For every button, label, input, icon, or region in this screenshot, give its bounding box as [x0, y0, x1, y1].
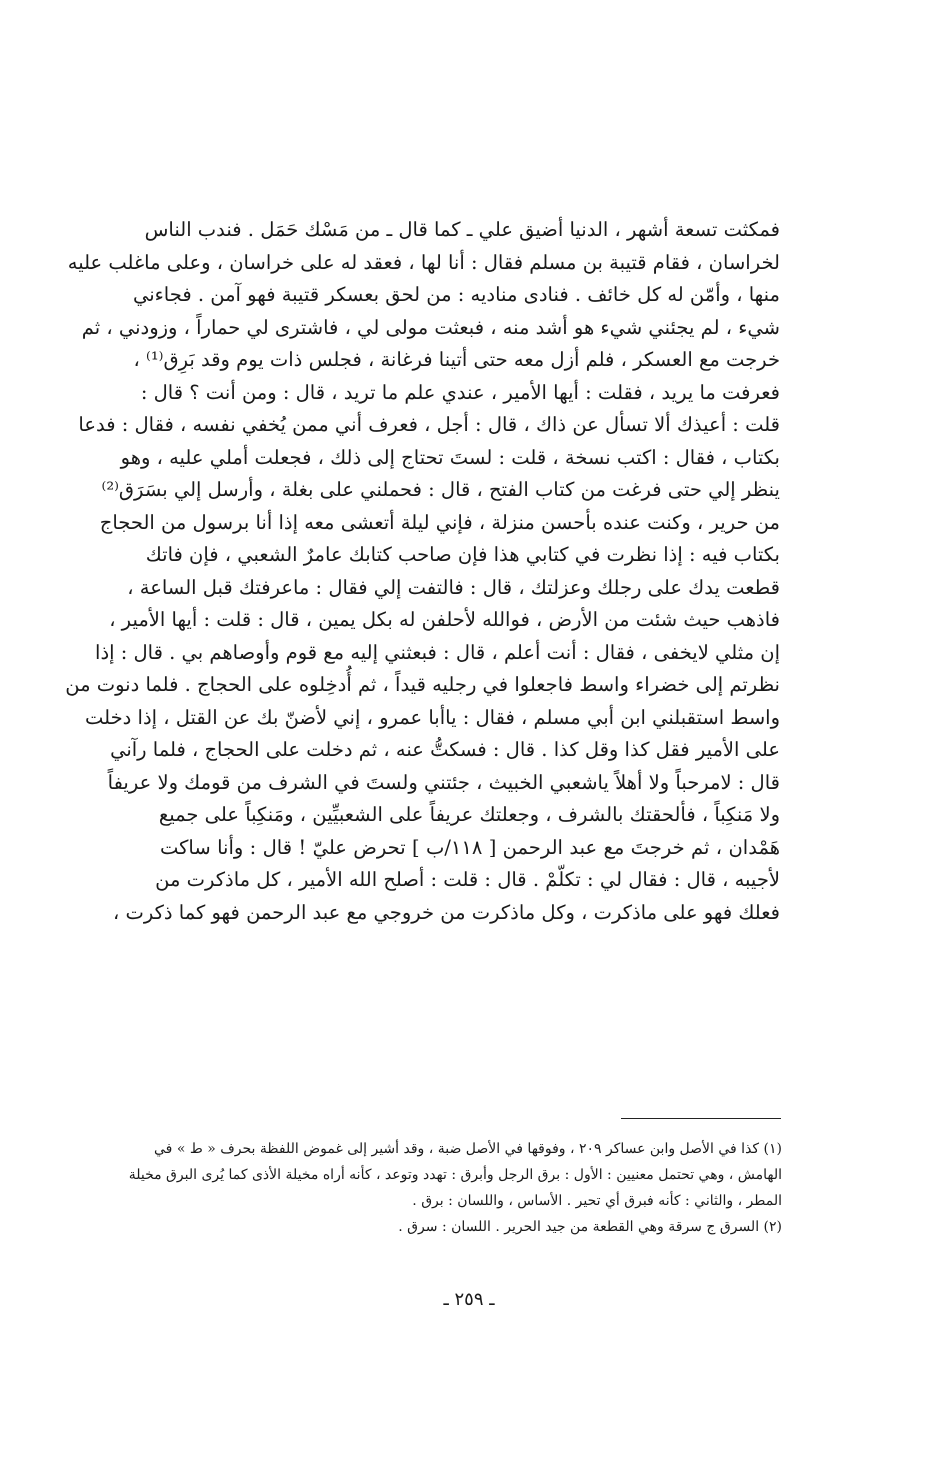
text-line-22: فعلك فهو على ماذكرت ، وكل ماذكرت من خروجي مع عبد الرحمن فهو كما ذكرت ، — [113, 900, 780, 924]
footnote-line-1: (١) كذا في الأصل وابن عساكر ٢٠٩ ، وفوقها في الأصل ضبة ، وقد أشير إلى غموض اللفظة بحرف « ط » في — [154, 1141, 782, 1157]
text-line-15: نظرتم إلى خضراء واسط فاجعلوا في رجليه قيداً ، ثم أُدخِلوه على الحجاج . فلما دنوت من — [65, 673, 780, 696]
text-line-17: على الأمير فقل كذا وقل كذا . قال : فسكتُّ عنه ، ثم دخلت على الحجاج ، فلما رآني — [110, 738, 780, 761]
footnote-line-2: الهامش ، وهي تحتمل معنيين : الأول : برق الرجل وأبرق : تهدد وتوعد ، كأنه أراه مخيلة الأذى كما يُرى البرق مخيلة — [128, 1167, 782, 1183]
text-line-14: إن مثلي لايخفى ، فقال : أنت أعلم ، قال : فبعثني إليه مع قوم وأوصاهم بي . قال : إذا — [95, 640, 780, 664]
footnote-line-4: (٢) السرق ج سرقة وهي القطعة من جيد الحرير . اللسان : سرق . — [398, 1219, 782, 1235]
text-line-21: لأجيبه ، قال : فقال لي : تكلّمْ . قال : قلت : أصلح الله الأمير ، كل ماذكرت من — [155, 868, 780, 891]
text-line-7: قلت : أعيذك ألا تسأل عن ذاك ، قال : أجل ، فعرف أني ممن يُخفي نفسه ، فقال : فدعا — [78, 413, 780, 436]
text-line-9: ينظر إلي حتى فرغت من كتاب الفتح ، قال : فحملني على بغلة ، وأرسل إلي بسَرَق⁽²⁾ — [101, 478, 780, 501]
text-line-11: بكتاب فيه : إذا نظرت في كتابي هذا فإن صاحب كتابك عامرٌ الشعبي ، فإن فاتك — [145, 543, 780, 566]
text-line-19: ولا مَنكِباً ، فألحقتك بالشرف ، وجعلتك عريفاً على الشعبيِّين ، ومَنكِباً على جميع — [158, 803, 780, 826]
page-number: ـ ٢٥٩ ـ — [443, 1289, 495, 1310]
footnote-separator — [621, 1118, 781, 1119]
text-line-12: قطعت يدك على رجلك وعزلتك ، قال : فالتفت إلي فقال : ماعرفتك قبل الساعة ، — [127, 575, 780, 599]
text-line-13: فاذهب حيث شئت من الأرض ، فوالله لأحلفن له بكل يمين ، قال : قلت : أيها الأمير ، — [109, 608, 780, 631]
footnotes — [128, 1136, 782, 1240]
text-line-10: من حرير ، وكنت عنده بأحسن منزلة ، فإني ليلة أتعشى معه إذا أنا برسول من الحجاج — [99, 510, 780, 534]
text-line-4: شيء ، لم يجئني شيء هو أشد منه ، فبعثت مولى لي ، فاشترى لي حماراً ، وزودني ، ثم — [81, 315, 780, 339]
text-line-8: بكتاب ، فقال : اكتب نسخة ، قلت : لستَ تحتاج إلى ذلك ، فجعلت أملي عليه ، وهو — [120, 445, 780, 469]
text-line-20: هَمْدان ، ثم خرجتَ مع عبد الرحمن [ ١١٨/ب ] تحرض عليّ ! قال : وأنا ساكت — [160, 835, 780, 859]
text-line-16: واسط استقبلني ابن أبي مسلم ، فقال : ياأبا عمرو ، إني لأضنّ بك عن القتل ، إذا دخلت — [85, 705, 780, 729]
footnote-line-3: المطر ، والثاني : كأنه فبرق أي تحير . الأساس ، واللسان : برق . — [412, 1193, 782, 1209]
text-line-6: فعرفت ما يريد ، فقلت : أيها الأمير ، عندي علم ما تريد ، قال : ومن أنت ؟ قال : — [140, 380, 780, 404]
text-line-18: قال : لامرحباً ولا أهلاً ياشعبي الخبيث ، جئتني ولستَ في الشرف من قومك ولا عريفاً — [107, 770, 780, 794]
text-line-5: خرجت مع العسكر ، فلم أزل معه حتى أتينا فرغانة ، فجلس ذات يوم وقد بَرِق⁽¹⁾ ، — [133, 348, 780, 371]
text-line-1: فمكثت تسعة أشهر ، الدنيا أضيق علي ـ كما قال ـ من مَسْك حَمَل . فندب الناس — [144, 218, 780, 241]
text-line-2: لخراسان ، فقام قتيبة بن مسلم فقال : أنا لها ، فعقد له على خراسان ، وعلى ماغلب عليه — [67, 250, 780, 274]
text-line-3: منها ، وأمّن له كل خائف . فنادى مناديه : من لحق بعسكر قتيبة فهو آمن . فجاءني — [132, 283, 780, 306]
main-text — [65, 214, 780, 929]
